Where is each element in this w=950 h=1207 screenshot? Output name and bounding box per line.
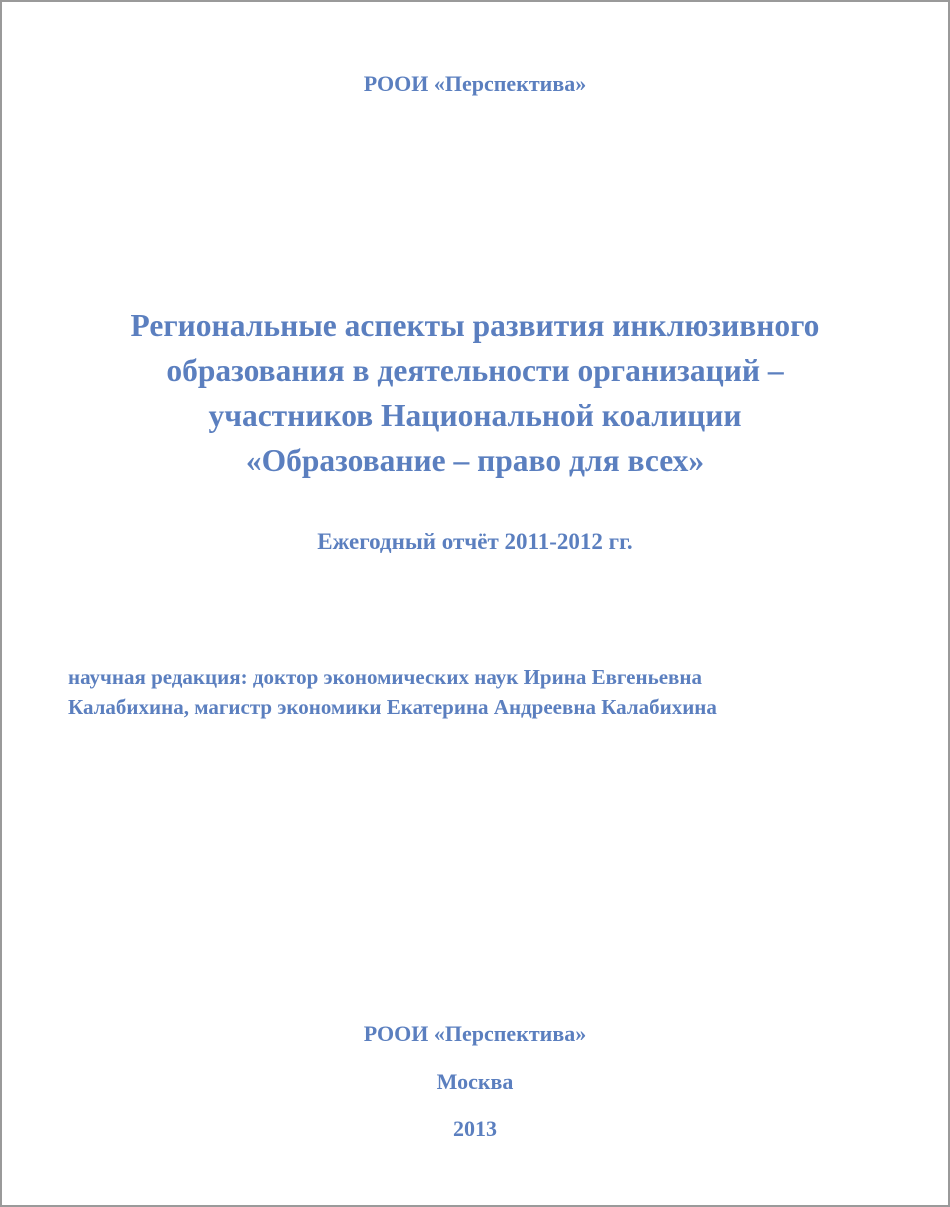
title-line-4: «Образование – право для всех»	[245, 443, 705, 478]
footer-city: Москва	[436, 1069, 514, 1094]
editors-line-1: научная редакция: доктор экономических наук Ирина Евгеньевна	[68, 665, 702, 689]
title-line-3: участников Национальной коалиции	[208, 398, 742, 433]
document-subtitle: Ежегодный отчёт 2011-2012 гг.	[317, 529, 633, 554]
title-line-1: Региональные аспекты развития инклюзивного	[130, 308, 820, 343]
editors-line-2: Калабихина, магистр экономики Екатерина Андреевна Калабихина	[68, 695, 717, 719]
document-title	[2, 303, 948, 483]
header-organization: РООИ «Перспектива»	[363, 71, 587, 96]
footer-organization: РООИ «Перспектива»	[363, 1021, 587, 1046]
editors-block	[68, 662, 717, 722]
title-line-2: образования в деятельности организаций –	[166, 353, 784, 388]
footer-year: 2013	[453, 1116, 497, 1141]
